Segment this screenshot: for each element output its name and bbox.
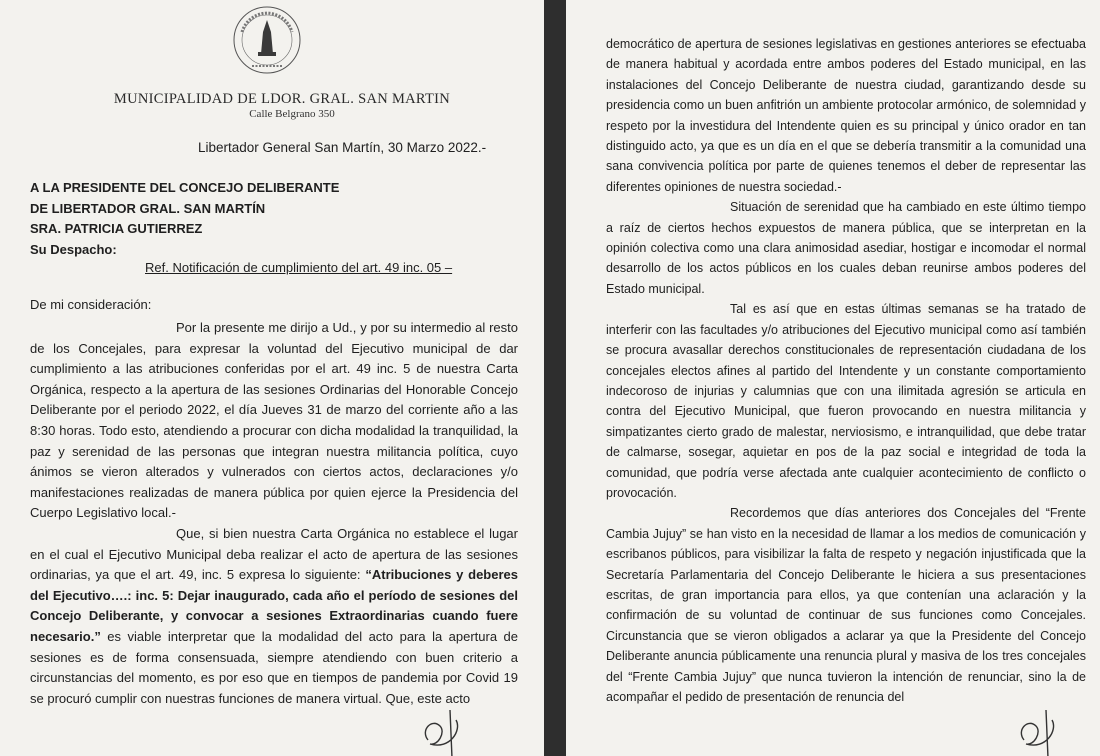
letter-body-right	[606, 34, 1086, 707]
letter-body-left	[30, 318, 518, 709]
paragraph: Por la presente me dirijo a Ud., y por su intermedio al resto de los Concejales, para expresar la voluntad del Ejecutivo municipal de dar cumplimiento a las atribuciones conferidas por el art. 49 inc. 5 de nuestra Carta Orgánica, respecto a la apertura de las sesiones Ordinarias del Honorable Concejo Deliberante por el periodo 2022, el día Jueves 31 de marzo del corriente año a las 8:30 horas. Todo esto, atendiendo a procurar con dicha modalidad la tranquilidad, la paz y serenidad de las personas que integran nuestra militancia política, cuyo ánimos se vieron alterados y vulnerados con ciertos actos, declaraciones y/o manifestaciones realizadas de manera pública por quien ejerce la Presidencia del Cuerpo Legislativo local.-	[30, 320, 518, 521]
paragraph-text: Que, si bien nuestra Carta Orgánica no establece el lugar en el cual el Ejecutivo Municipal deba realizar el acto de apertura de las sesiones ordinarias, ya que el art. 49, inc. 5 expresa lo siguiente:	[30, 525, 518, 583]
letter-date: Libertador General San Martín, 30 Marzo 2022.-	[198, 140, 487, 155]
municipality-title: MUNICIPALIDAD DE LDOR. GRAL. SAN MARTIN	[113, 91, 451, 107]
addressee-line: SRA. PATRICIA GUTIERREZ	[30, 221, 203, 236]
document-page-left	[0, 0, 544, 756]
paragraph: Tal es así que en estas últimas semanas se ha tratado de interferir con las facultades y/o atribuciones del Ejecutivo municipal como así también se procura avasallar derechos constitucionales de representación ciudadana de los concejales electos afines al partido del Intendente y un constante comportamiento indecoroso de injurias y calumnias que con una ilimitada agresión se articula en contra del Ejecutivo Municipal, que fueron provocando en nuestra militancia y simpatizantes cierto grado de malestar, nerviosismo, e intranquilidad, que debe tratar de calmarse, sosegar, aquietar en pos de la paz social e integridad de toda la comunidad, que podría verse afectada ante cualquier acontecimiento de conflicto o provocación.	[606, 302, 1086, 500]
addressee-line: A LA PRESIDENTE DEL CONCEJO DELIBERANTE	[30, 180, 340, 195]
paragraph	[30, 524, 518, 709]
municipality-address: Calle Belgrano 350	[249, 108, 335, 120]
quoted-article: “Atribuciones y deberes del Ejecutivo….: inc. 5: Dejar inaugurado, cada año el período de sesiones del Concejo Deliberante, y convocar a sesiones Extraordinarias cuando fuere necesario.”	[30, 567, 519, 644]
document-page-right	[566, 0, 1100, 756]
addressee-line: DE LIBERTADOR GRAL. SAN MARTÍN	[30, 200, 266, 216]
paragraph: Recordemos que días anteriores dos Concejales del “Frente Cambia Jujuy” se han visto en la necesidad de llamar a los medios de comunicación y escribanos públicos, para visibilizar la falta de respeto y negación injustificada que la Secretaría Parlamentaria del Concejo Deliberante le hiciera a sus presentaciones escritas, de gran importancia para ellos, ya que contenían una aclaración y la confirmación de su voluntad de continuar de sus funciones como Concejales. Circunstancia que se vieron obligados a aclarar ya que la Presidente del Concejo Deliberante anuncia públicamente una renuncia plural y masiva de los tres concejales del “Frente Cambia Jujuy” que nunca tuvieron la intención de renunciar, sino la de acompañar el pedido de presentación de renuncia del	[606, 506, 1086, 704]
paragraph: Situación de serenidad que ha cambiado en este último tiempo a raíz de ciertos hechos expuestos de manera pública, que se interpretan en la opinión colectiva como una clara animosidad asediar, hostigar e incomodar el normal desarrollo de los actos públicos en los cuales deban reunirse ambos poderes del Estado municipal.	[606, 200, 1086, 296]
salutation: De mi consideración:	[30, 297, 152, 312]
reference-line: Ref. Notificación de cumplimiento del art. 49 inc. 05 –	[145, 260, 453, 275]
addressee-line: Su Despacho:	[30, 241, 117, 257]
municipal-seal-icon	[222, 2, 312, 82]
signature-icon	[410, 700, 480, 756]
signature-icon	[1006, 700, 1076, 756]
paragraph-text: es viable interpretar que la modalidad del acto para la apertura de sesiones es de forma consensuada, siempre atendiendo con buen criterio a circunstancias del momento, es por eso que en tiempos de pandemia por Covid 19 se procuró cumplir con nuestras funciones de manera virtual. Que, este acto	[30, 628, 518, 706]
paragraph: democrático de apertura de sesiones legislativas en gestiones anteriores se efectuaba de manera habitual y acordada entre ambos poderes del Estado municipal, en las instalaciones del Concejo Deliberante de nuestra ciudad, garantizando desde su presidencia como un buen anfitrión un ambiente protocolar armónico, de solemnidad y respeto por la investidura del Intendente quien es su principal y único orador en tan distinguido acto, ya que es un día en el que se debería transmitir a la comunidad una sana convivencia política por parte de quienes tenemos el deber de representar las diferentes opiniones de nuestra sociedad.-	[606, 37, 1086, 194]
addressee-block	[30, 178, 339, 260]
